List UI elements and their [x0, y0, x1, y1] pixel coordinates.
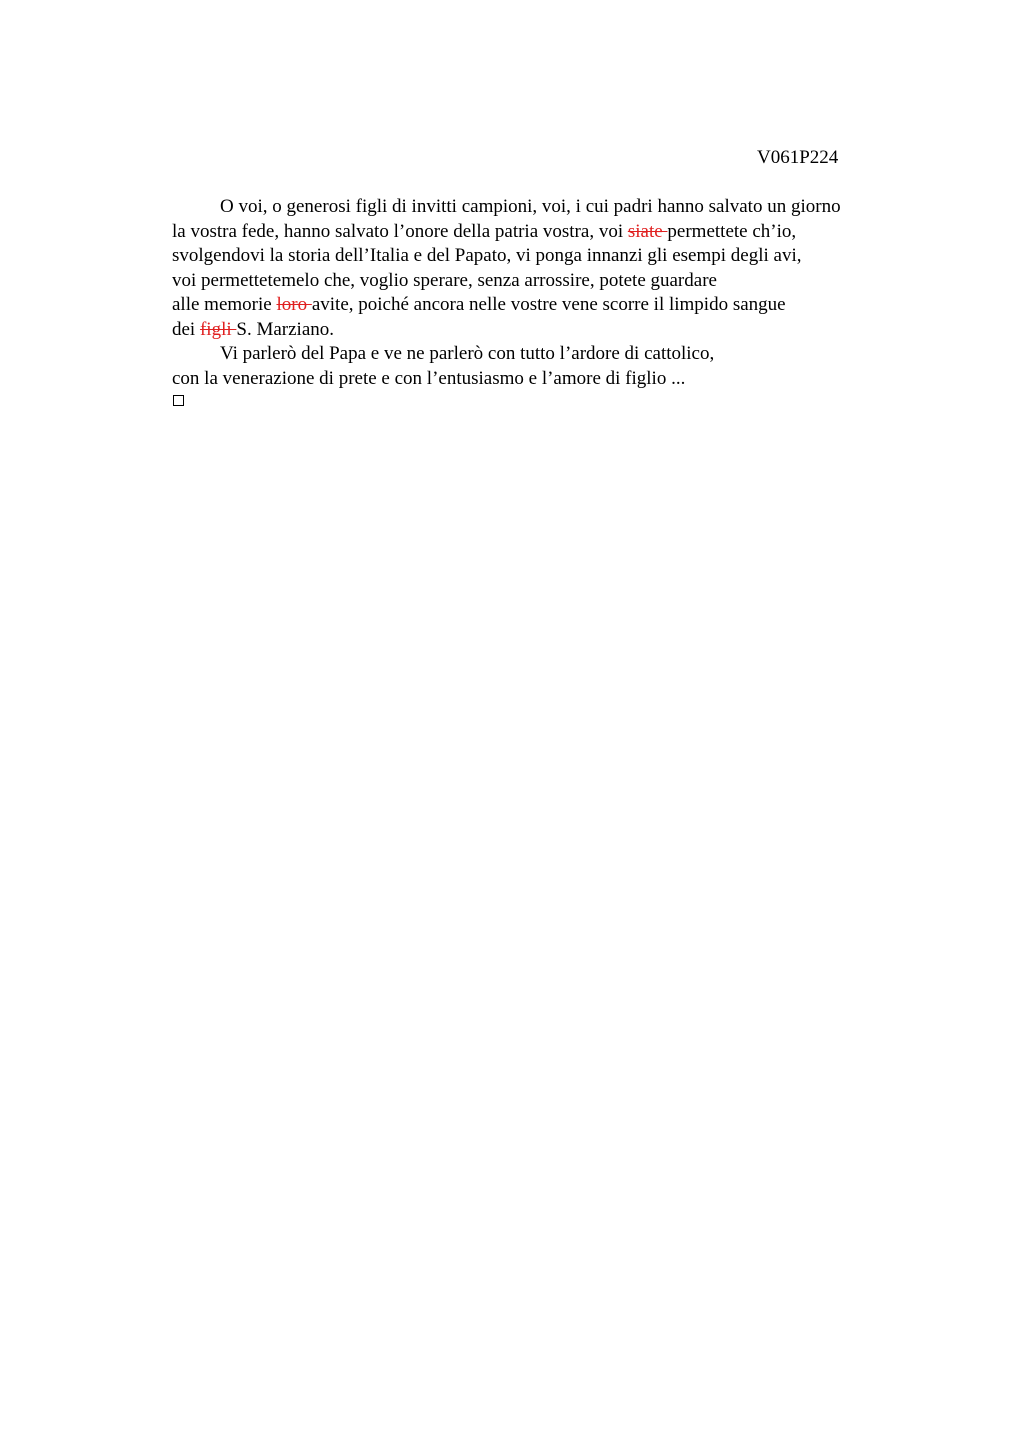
paragraph-1-line-3: svolgendovi la storia dell’Italia e del Papato, vi ponga innanzi gli esempi degli avi,: [172, 245, 802, 266]
paragraph-1-line-5: [172, 293, 932, 318]
text-segment: S. Marziano.: [236, 318, 335, 340]
paragraph-2-line-1: Vi parlerò del Papa e ve ne parlerò con tutto l’ardore di cattolico,: [220, 343, 715, 364]
deleted-word: siate: [627, 220, 668, 242]
empty-square-icon: [173, 395, 184, 406]
page-identifier: V061P224: [757, 147, 839, 168]
paragraph-1-line-4: voi permettetemelo che, voglio sperare, senza arrossire, potete guardare: [172, 269, 717, 291]
deleted-word: loro: [276, 294, 312, 315]
text-segment: permettete ch’io,: [667, 220, 797, 242]
paragraph-2-line-2: con la venerazione di prete e con l’entusiasmo e l’amore di figlio ...: [172, 367, 686, 389]
text-segment: alle memorie: [172, 294, 277, 315]
text-segment: avite, poiché ancora nelle vostre vene scorre il limpido sangue: [311, 294, 786, 315]
text-segment: la vostra fede, hanno salvato l’onore della patria vostra, voi: [172, 220, 628, 242]
text-segment: dei: [172, 318, 200, 340]
paragraph-1-line-1: O voi, o generosi figli di invitti campioni, voi, i cui padri hanno salvato un giorno: [220, 196, 841, 217]
body-text: [172, 195, 932, 391]
paragraph-1-line-6: [172, 318, 932, 343]
deleted-word: figli: [199, 318, 237, 340]
paragraph-1-line-2: [172, 220, 932, 245]
